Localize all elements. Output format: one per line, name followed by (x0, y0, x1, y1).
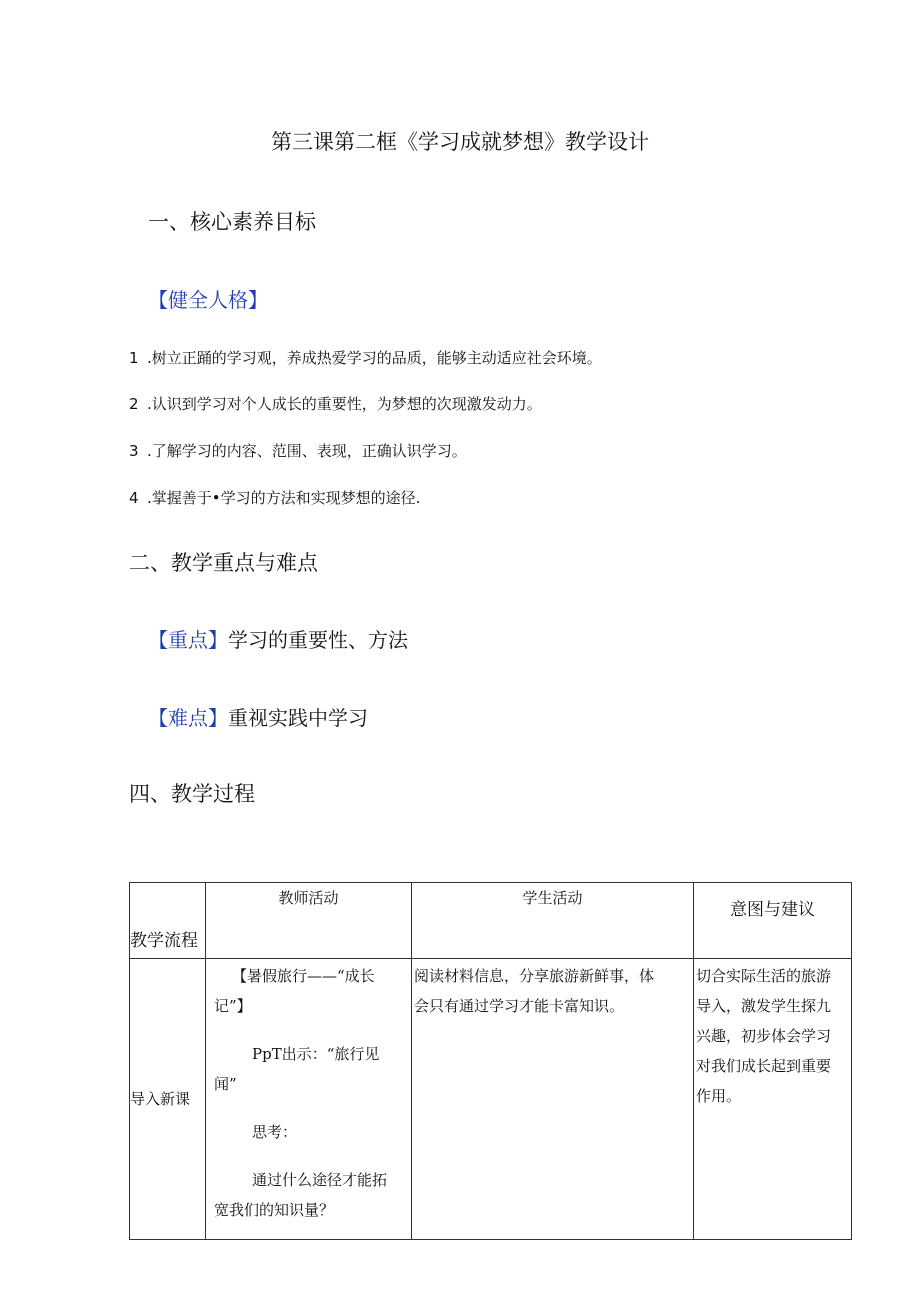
student-line: 阅读材料信息，分享旅游新鲜事，体 (414, 967, 655, 985)
goal-text: .掌握善于•学习的方法和实现梦想的途径. (147, 489, 421, 507)
difficult-point-tag: 【难点】 (148, 706, 228, 730)
goal-number: 3 (129, 442, 139, 460)
teacher-line: 记”】 (214, 997, 252, 1015)
goal-tag: 【健全人格】 (148, 288, 268, 312)
student-line: 会只有通过学习才能卡富知识。 (414, 997, 625, 1015)
teacher-line: 宽我们的知识量？ (214, 1201, 335, 1219)
teaching-process-table (129, 882, 852, 1240)
cell-teacher (206, 959, 412, 1240)
header-student: 学生活动 (412, 883, 694, 959)
key-point-tag: 【重点】 (148, 628, 228, 652)
intent-line: 对我们成长起到重要 (696, 1057, 832, 1075)
key-point (148, 624, 408, 653)
cell-intent (694, 959, 852, 1240)
goal-item-1 (129, 347, 602, 368)
section-heading-process: 四、教学过程 (129, 782, 255, 806)
goal-item-2 (129, 393, 542, 414)
difficult-point (148, 702, 368, 731)
goal-text: .认识到学习对个人成长的重要性，为梦想的次现激发动力。 (147, 395, 542, 413)
cell-flow: 导入新课 (130, 959, 206, 1240)
goal-item-4 (129, 487, 420, 508)
cell-student (412, 959, 694, 1240)
page-title: 第三课第二框《学习成就梦想》教学设计 (271, 130, 649, 154)
section-heading-key-points: 二、教学重点与难点 (129, 551, 318, 575)
goal-number: 4 (129, 489, 139, 507)
header-flow: 教学流程 (130, 883, 206, 959)
key-point-text: 学习的重要性、方法 (228, 628, 408, 652)
difficult-point-text: 重视实践中学习 (228, 706, 368, 730)
intent-line: 切合实际生活的旅游 (696, 967, 832, 985)
goal-number: 2 (129, 395, 139, 413)
teacher-line: PpT出示：“旅行见 (252, 1045, 380, 1063)
teacher-line: 闻” (214, 1075, 237, 1093)
section-heading-goals: 一、核心素养目标 (148, 210, 316, 234)
goal-text: .了解学习的内容、范围、表现，正确认识学习。 (147, 442, 467, 460)
header-teacher: 教师活动 (206, 883, 412, 959)
goal-item-3 (129, 440, 467, 461)
teacher-line: 思考： (252, 1123, 298, 1141)
intent-line: 兴趣，初步体会学习 (696, 1027, 832, 1045)
goal-text: .树立正踊的学习观，养成热爱学习的品质，能够主动适应社会环境。 (147, 349, 602, 367)
teacher-line: 通过什么途径才能拓 (252, 1171, 388, 1189)
table-row (130, 959, 852, 1240)
table-header-row (130, 883, 852, 959)
goal-number: 1 (129, 349, 139, 367)
teacher-line: 【暑假旅行——“成长 (232, 967, 375, 985)
header-intent: 意图与建议 (694, 883, 852, 959)
intent-line: 作用。 (696, 1087, 742, 1105)
intent-line: 导入，激发学生探九 (696, 997, 832, 1015)
